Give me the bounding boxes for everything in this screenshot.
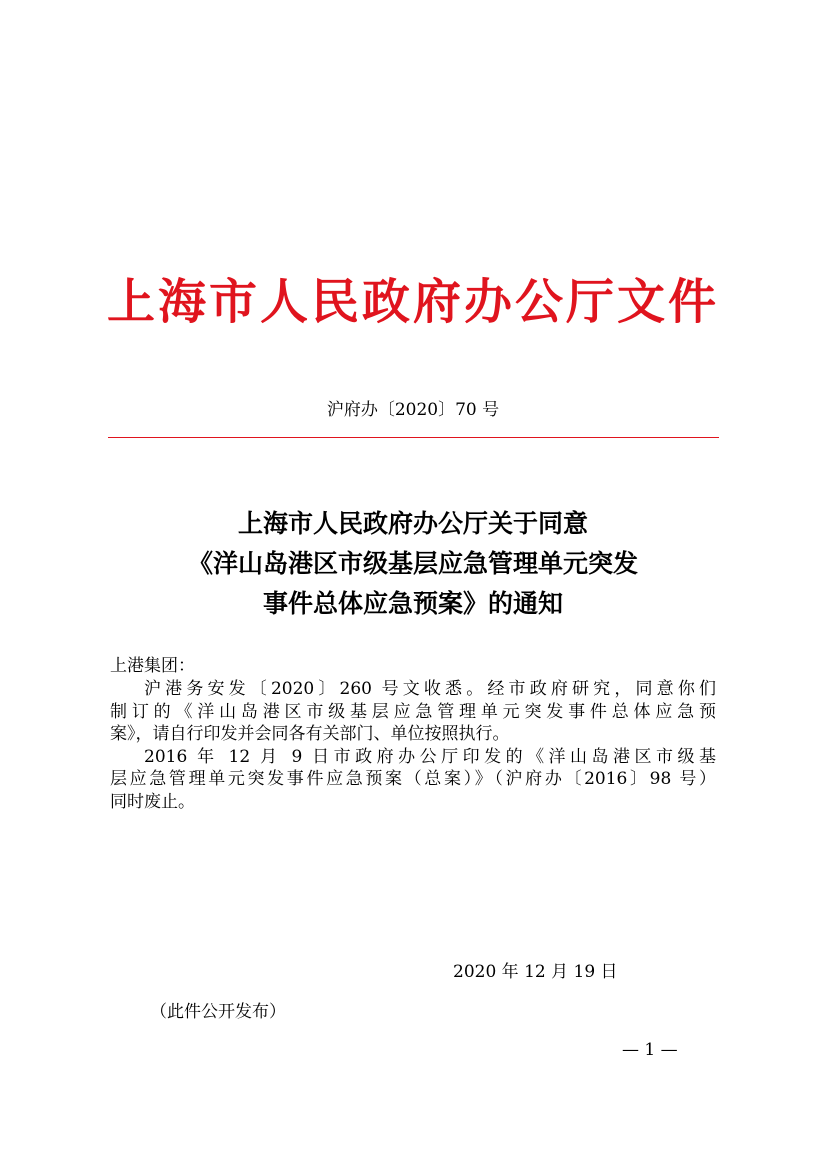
title-line: 事件总体应急预案》的通知 (262, 589, 563, 618)
issuer-header: 上海市人民政府办公厅文件 (106, 274, 719, 330)
title-line: 上海市人民政府办公厅关于同意 (237, 509, 588, 538)
body-line: 案》，请自行印发并会同各有关部门、单位按照执行。 (110, 724, 510, 744)
publish-note: （此件公开发布） (150, 1002, 286, 1022)
salutation: 上港集团： (110, 656, 195, 676)
red-separator-line (108, 437, 719, 438)
title-line: 《洋山岛港区市级基层应急管理单元突发 (187, 549, 638, 578)
body-text (110, 678, 716, 813)
body-line: 层应急管理单元突发事件应急预案（总案）》（沪府办〔2016〕98 号） (110, 769, 716, 789)
body-line: 制订的《洋山岛港区市级基层应急管理单元突发事件总体应急预 (110, 701, 716, 722)
page-number: — 1 — (622, 1040, 678, 1060)
document-number: 沪府办〔2020〕70 号 (326, 400, 500, 420)
document-title (0, 504, 826, 624)
body-line: 同时废止。 (110, 791, 195, 812)
body-line: 2016 年 12 月 9 日市政府办公厅印发的《洋山岛港区市级基 (144, 746, 716, 767)
document-date: 2020 年 12 月 19 日 (453, 962, 618, 982)
body-line: 沪港务安发〔2020〕260 号文收悉。经市政府研究，同意你们 (144, 679, 716, 699)
